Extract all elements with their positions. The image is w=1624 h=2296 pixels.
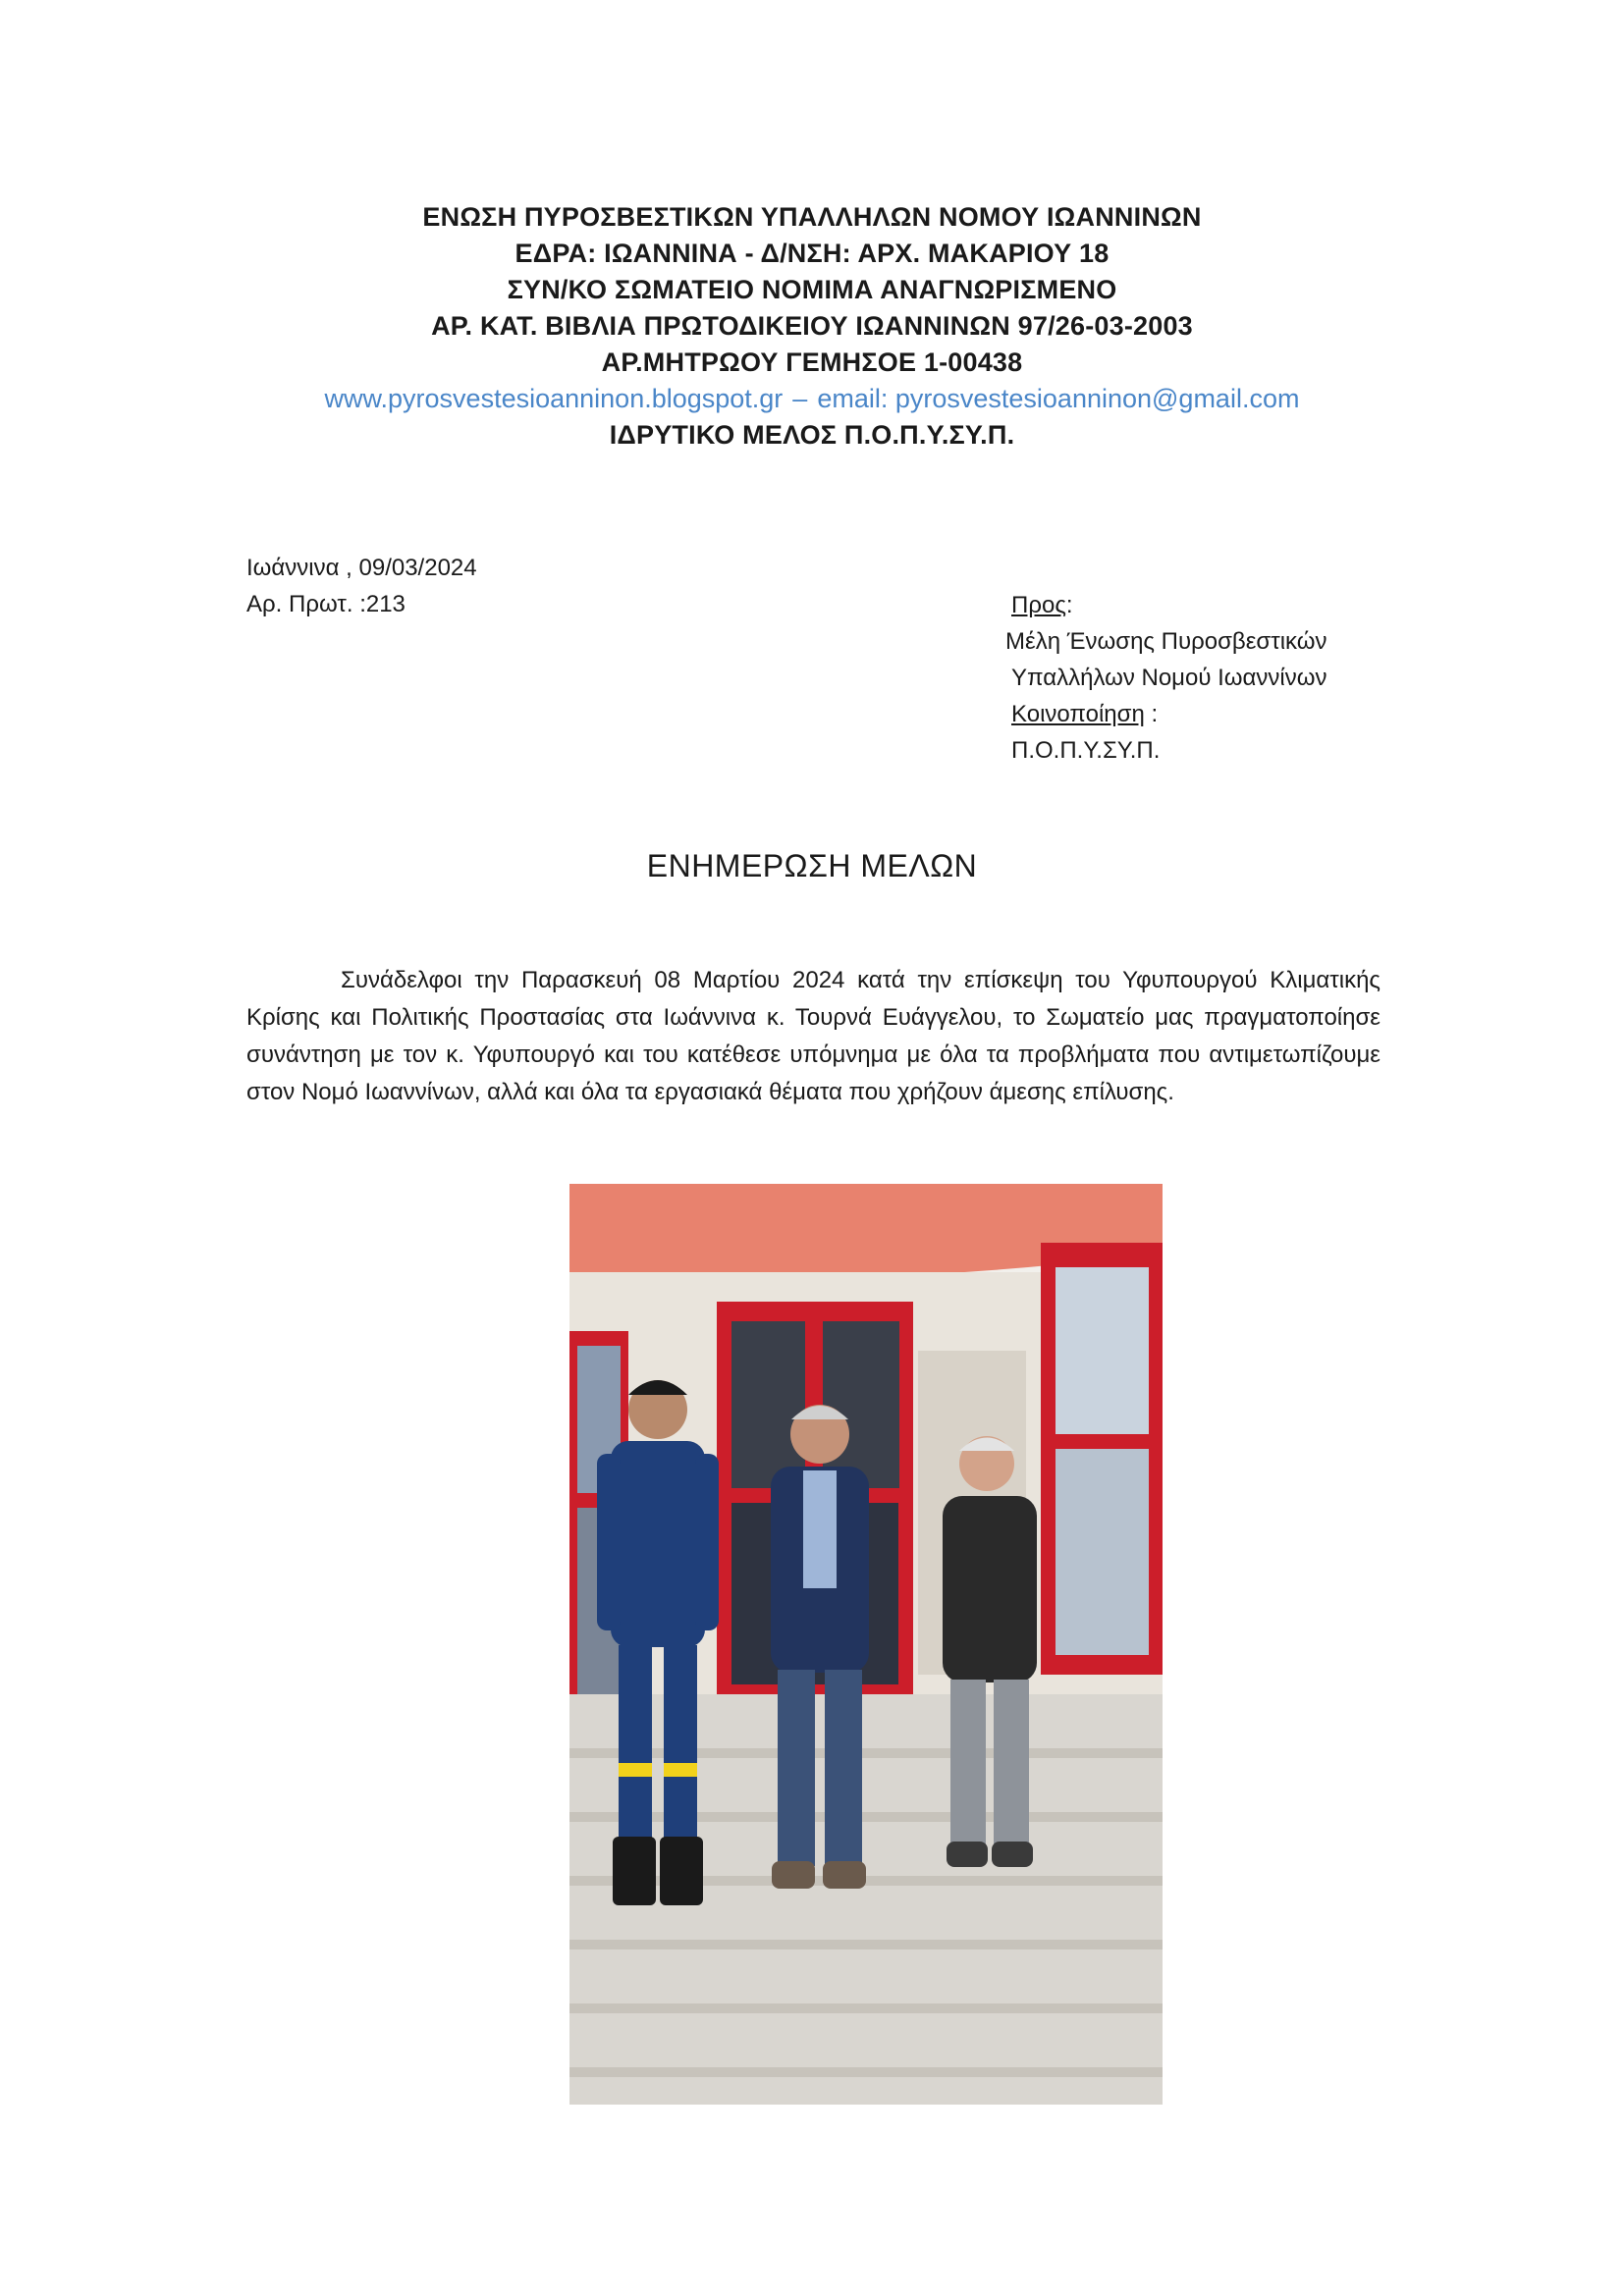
cc-heading xyxy=(1005,696,1327,732)
to-recipient-line1: Μέλη Ένωσης Πυροσβεστικών xyxy=(1005,628,1327,655)
union-address: ΕΔΡΑ: ΙΩΑΝΝΙΝΑ - Δ/ΝΣΗ: ΑΡΧ. ΜΑΚΑΡΙΟΥ 18 xyxy=(514,239,1110,268)
body-paragraph: Συνάδελφοι την Παρασκευή 08 Μαρτίου 2024 κατά την επίσκεψη του Υφυπουργού Κλιματικής Κρίσης και Πολιτικής Προστασίας στα Ιωάννινα κ. Τουρνά Ευάγγελου, το Σωματείο μας πραγματοποίησε συνάντηση με τον κ. Υφυπουργό και του κατέθεσε υπόμνημα με όλα τα προβλήματα που αντιμετωπίζουμε στον Νομό Ιωαννίνων, αλλά και όλα τα εργασιακά θέματα που χρήζουν άμεσης επίλυσης. xyxy=(246,967,1380,1105)
letterhead xyxy=(0,199,1624,454)
union-status: ΣΥΝ/ΚΟ ΣΩΜΑΤΕΙΟ ΝΟΜΙΜΑ ΑΝΑΓΝΩΡΙΣΜΕΝΟ xyxy=(507,275,1117,304)
union-name: ΕΝΩΣΗ ΠΥΡΟΣΒΕΣΤΙΚΩΝ ΥΠΑΛΛΗΛΩΝ ΝΟΜΟΥ ΙΩΑΝΝΙΝΩΝ xyxy=(422,202,1202,232)
meeting-photo xyxy=(569,1184,1163,2105)
contact-separator: – xyxy=(792,384,808,413)
protocol-number: Αρ. Πρωτ. :213 xyxy=(246,591,406,617)
to-colon: : xyxy=(1065,592,1073,618)
to-label: Προς xyxy=(1011,592,1066,618)
email-link[interactable]: email: pyrosvestesioanninon@gmail.com xyxy=(817,384,1300,413)
document-meta xyxy=(246,550,477,622)
contact-line xyxy=(0,381,1624,417)
gemisoe-registration: ΑΡ.ΜΗΤΡΩΟΥ ΓΕΜΗΣΟΕ 1-00438 xyxy=(601,347,1023,377)
document-date: Ιωάννινα , 09/03/2024 xyxy=(246,555,477,581)
cc-recipient: Π.Ο.Π.Υ.ΣΥ.Π. xyxy=(1011,737,1161,764)
cc-label: Κοινοποίηση xyxy=(1011,701,1145,727)
document-title: ΕΝΗΜΕΡΩΣΗ ΜΕΛΩΝ xyxy=(646,848,978,883)
recipients-block xyxy=(1005,587,1327,769)
to-recipient-line2: Υπαλλήλων Νομού Ιωαννίνων xyxy=(1011,665,1327,691)
cc-colon: : xyxy=(1144,701,1159,727)
website-link[interactable]: www.pyrosvestesioanninon.blogspot.gr xyxy=(324,384,784,413)
founding-member-note: ΙΔΡΥΤΙΚΟ ΜΕΛΟΣ Π.Ο.Π.Υ.ΣΥ.Π. xyxy=(609,420,1015,450)
to-heading xyxy=(1005,587,1327,623)
court-registration: ΑΡ. ΚΑΤ. ΒΙΒΛΙΑ ΠΡΩΤΟΔΙΚΕΙΟΥ ΙΩΑΝΝΙΝΩΝ 97/26-03-2003 xyxy=(431,311,1193,341)
